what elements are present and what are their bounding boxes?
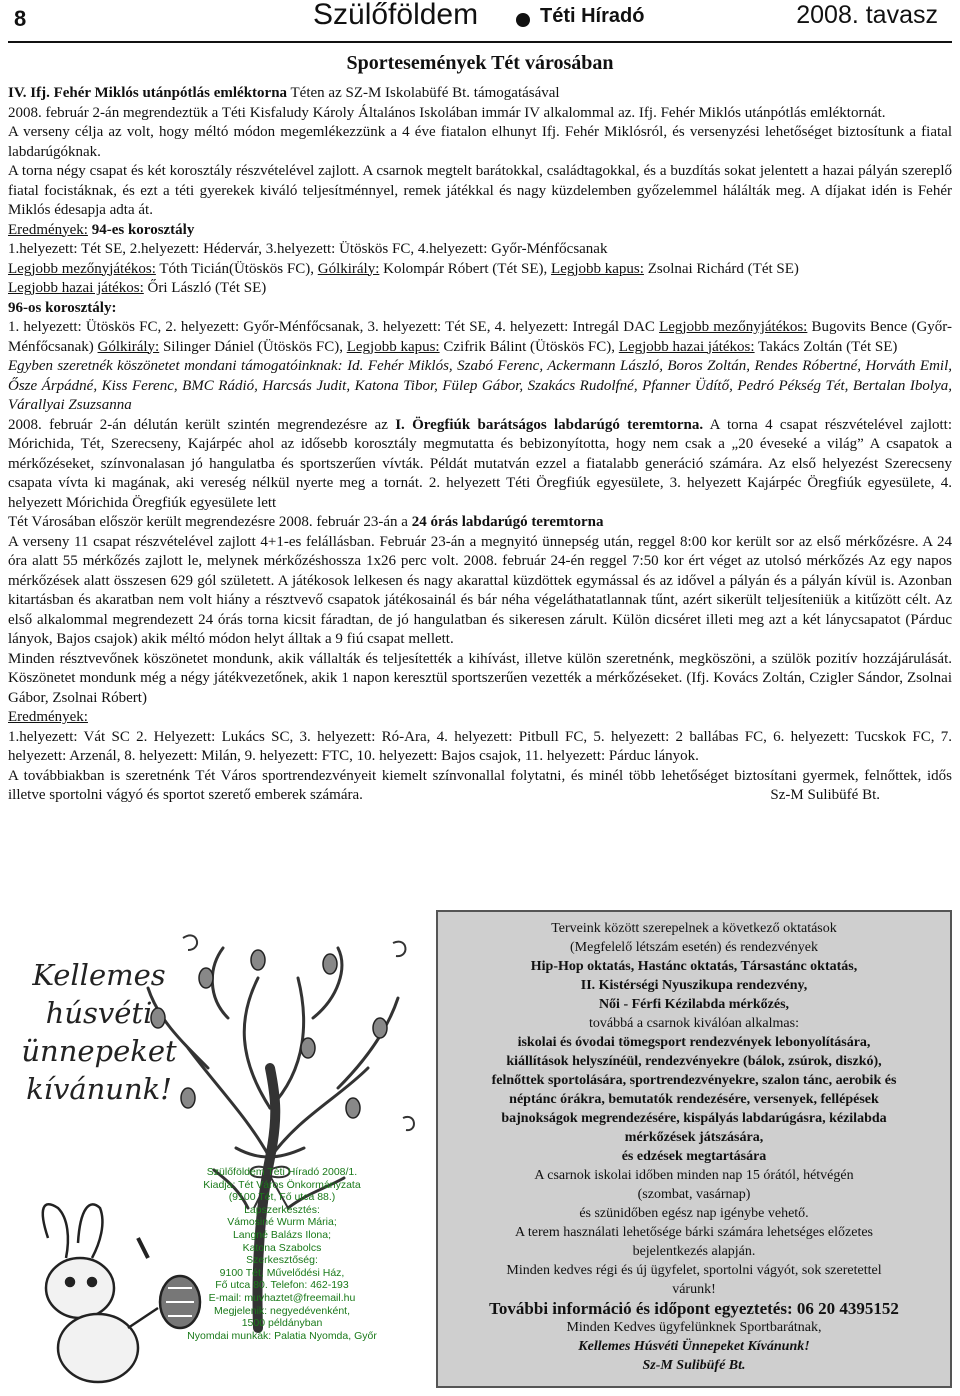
text: A torna 4 csapat részvételével zajlott: Mórichida, Tét, Szerecseny, Kajárpéc ahol az idősebb korosztály megmutatta és bebizonyította, hogy nem csak a „20 éveseké a világ” A csapatok a mérkőzéseket, színvonalasan jó hangulatba és sportszerűen vívták. Példát mutatván ezzel a fiatalabb generáció számára. Az első helyezést Szerecseny csapata vívta ki magának, aki vereség nélkül nyerte meg a tornát. 2. helyezett Téti Öregfiúk egyesülete, 3. helyezett Kajárpéc Öregfiúk egyesülete, 4. helyezett Mórichida Öregfiúk egyesülete lett	[8, 416, 952, 511]
ad-line: (szombat, vasárnap)	[637, 1187, 751, 1202]
closing-paragraph	[8, 767, 952, 806]
imprint-line: 9100 Tét, Művelődési Ház,	[219, 1266, 345, 1279]
imprint-line: Fő utca 80. Telefon: 462-193	[215, 1279, 349, 1292]
value: Silinger Dániel (Ütöskös FC),	[159, 338, 347, 355]
ad-line: Minden kedves régi és új ügyfelet, sportolni vágyót, sok szeretettel	[506, 1263, 882, 1278]
label: Legjobb hazai játékos:	[618, 338, 755, 355]
signature: Sz-M Sulibüfé Bt.	[770, 787, 880, 803]
text: A továbbiakban is szeretnénk Tét Város sportrendezvényeit kiemelt színvonallal folytatni, és minél több lehetőséget biztosítani gyermek, felnőttek, idős illetve sportolni vágyó és sportot szerető emberek számára.	[8, 767, 952, 803]
imprint-line: Lapszerkesztés:	[244, 1203, 320, 1216]
text: 2008. február 2-án délután került szintén megrendezésre az	[8, 416, 396, 433]
imprint-line: Langné Balázs Ilona;	[232, 1228, 332, 1241]
event-name: I. Öregfiúk barátságos labdarúgó teremtorna.	[395, 416, 704, 433]
paragraph: Minden résztvevőnek köszönetet mondunk, akik vállalták és teljesítették a kihívást, illetve külön szeretnénk, megköszöni, a szülök pozitív hozzájárulását. Köszönetet mondunk még a négy játékvezetőnek, akik 1 napon keresztül sportszerűen vezették a mérkőzéseket. (Ifj. Kovács Zoltán, Czigler Sándor, Zsolnai Gábor, Zsolnai Róbert)	[8, 650, 952, 706]
ad-line: Minden Kedves ügyfelünknek Sportbarátnak,	[566, 1320, 822, 1335]
imprint-line: Katona Szabolcs	[242, 1241, 322, 1254]
label: Gólkirály:	[317, 260, 380, 277]
imprint-line: Kiadja: Tét Város Önkormányzata	[203, 1178, 361, 1191]
ad-line: és szünidőben egész nap igénybe vehető.	[579, 1206, 809, 1221]
ad-line: A csarnok iskolai időben minden nap 15 órától, hétvégén	[534, 1168, 854, 1183]
ad-line: Hip-Hop oktatás, Hastánc oktatás, Társastánc oktatás,	[530, 959, 858, 974]
value: Takács Zoltán (Tét SE)	[754, 338, 898, 355]
results-label: Eredmények:	[8, 709, 88, 725]
ad-line: felnőttek sportolására, sportrendezvényekre, szalon tánc, aerobik és	[491, 1073, 897, 1088]
paragraph	[8, 416, 952, 514]
value: 1. helyezett: Ütöskös FC, 2. helyezett: Győr-Ménfőcsanak, 3. helyezett: Tét SE, 4. helyezett: Intregál DAC	[8, 319, 660, 335]
ad-line: továbbá a csarnok kiválóan alkalmas:	[589, 1016, 799, 1031]
ad-box-content	[438, 919, 950, 1375]
header-rule	[8, 41, 952, 43]
value: Zsolnai Richárd (Tét SE)	[643, 260, 799, 277]
label: Legjobb kapus:	[551, 260, 644, 277]
value: Őri László (Tét SE)	[143, 280, 267, 296]
ad-line: iskolai és óvodai tömegsport rendezvények lebonyolítására,	[517, 1035, 871, 1050]
imprint	[168, 1166, 396, 1342]
ad-line: Női - Férfi Kézilabda mérkőzés,	[598, 997, 790, 1012]
imprint-line: 1500 példányban	[241, 1317, 323, 1330]
page-header	[8, 0, 952, 42]
event-name: 24 órás labdarúgó teremtorna	[411, 514, 604, 530]
tournament-name: IV. Ifj. Fehér Miklós utánpótlás emléktorna	[8, 85, 288, 101]
label: Legjobb hazai játékos:	[8, 280, 144, 296]
value: Kolompár Róbert (Tét SE),	[379, 260, 552, 277]
label: Legjobb mezőnyjátékos:	[659, 319, 808, 335]
label: Legjobb kapus:	[346, 338, 440, 355]
ad-line: A terem használati lehetősége bárki számára lehetséges előzetes	[515, 1225, 873, 1240]
ad-line: és edzések megtartására	[621, 1149, 767, 1164]
placings-94: 1.helyezett: Tét SE, 2.helyezett: Hédervár, 3.helyezett: Ütöskös FC, 4.helyezett: Győr-Ménfőcsanak	[8, 241, 608, 257]
paragraph: A verseny célja az volt, hogy méltó módon megemlékezzünk a 4 éve fiatalon elhunyt Ifj. Fehér Miklósról, és versenyzési lehetőséget biztosítunk a fiatal labdarúgóknak.	[8, 124, 952, 160]
paragraph: A verseny 11 csapat részvételével zajlott 4+1-es felállásban. Február 23-án a megnyitó ünnepség után, reggel 8:00 kor került sor az első mérkőzésre. A 24 óra alatt 55 mérkőzés zajlott le, melynek mérkőzéshossza 1x26 perc volt. 2008. február 24-én reggel 7:50 kor ért véget az utolsó mérkőzés Az egy napos mérkőzések alatt összesen 629 gól született. A játékosok lelkesen és nagy akarattal küzdöttek egymással és az idővel a pályán és a pályán kívül is. Azonban kitartásban és akaratban nem volt hiány a résztvevő csapatok játékosainál és bár néha végeláthatatlannak tűnt, azért sikerült teljesíteniük a kitűzött célt. Az első alkalommal megrendezett 24 órás torna kicsit fáradtan, de jó hangulatban és sikeresen zárult. Külön dicséret illeti meg azt a két lánycsapatot (Párduc lányok, Bajos csajok) akik méltó módon helyt álltak a 9 fiú csapat mellett.	[8, 533, 952, 647]
label: Legjobb mezőnyjátékos:	[8, 260, 156, 277]
ad-signature: Sz-M Sulibüfé Bt.	[642, 1358, 746, 1373]
ad-line: mérkőzések játszására,	[624, 1130, 764, 1145]
age-group-96: 96-os korosztály:	[8, 299, 117, 316]
greeting-line: Kellemes	[32, 958, 166, 992]
imprint-line: Vámosiné Wurm Mária;	[227, 1216, 337, 1229]
thanks-sponsors: Egyben szeretnék köszönetet mondani támogatóinknak: Id. Fehér Miklós, Szabó Ferenc, Ackermann László, Boros Zoltán, Rendes Róbertné, Horváth Emil, Ősze Árpádné, Kiss Ferenc, BMC Rádió, Harcsás Judit, Katona Tibor, Fülep Gábor, Szakács Rudolfné, Pfanner Üdítő, Pedró Pékség Tét, Bertalan Ibolya, Várallyai Zsuzsanna	[8, 358, 952, 413]
ad-contact-phone: További információ és időpont egyeztetés: 06 20 4395152	[489, 1299, 899, 1318]
awards-94	[8, 260, 952, 280]
paragraph: 2008. február 2-án megrendeztük a Téti Kisfaludy Károly Általános Iskolában immár IV alkalommal az. Ifj. Fehér Miklós utánpótlás emléktornát.	[8, 104, 886, 121]
label: Gólkirály:	[97, 338, 160, 355]
magazine-title: Szülőföldem	[313, 0, 479, 31]
issue-date: 2008. tavasz	[796, 1, 938, 29]
article-body	[8, 84, 952, 806]
sports-hall-ad-box	[436, 910, 952, 1388]
paragraph	[8, 84, 952, 104]
imprint-line: Megjelenik: negyedévenként,	[213, 1304, 350, 1317]
ad-line: kiállítások helyszínéül, rendezvényekre (bálok, zsúrok, diszkó),	[506, 1054, 882, 1069]
magazine-subtitle: Téti Híradó	[540, 5, 645, 27]
greeting-line: kívánunk!	[26, 1072, 172, 1106]
ad-line: bejelentkezés alapján.	[632, 1244, 756, 1259]
best-home-94	[8, 279, 952, 299]
page-number: 8	[14, 6, 27, 31]
imprint-line: Nyomdai munkák: Palatia Nyomda, Győr	[187, 1329, 377, 1342]
article-title: Sportesemények Tét városában	[346, 52, 614, 74]
results-24h: 1.helyezett: Vát SC 2. Helyezett: Lukács SC, 3. helyezett: Ró-Ara, 4. helyezett: Pitbull FC, 5. helyezett: 2 ballábas FC, 6. helyezett: Tucskok FC, 7. helyezett: Arzenál, 8. helyezett: Milán, 9. helyezett: FTC, 10. helyezett: Bajos csajok, 11. helyezett: Párduc lányok.	[8, 728, 952, 764]
greeting-line: ünnepeket	[21, 1034, 177, 1068]
ad-line: (Megfelelő létszám esetén) és rendezvények	[570, 940, 818, 955]
ad-line: Terveink között szerepelnek a következő oktatások	[551, 921, 837, 936]
age-group-94: 94-es korosztály	[87, 221, 195, 238]
results-label: Eredmények:	[8, 221, 88, 238]
imprint-line: Szülőföldem Téti Híradó 2008/1.	[206, 1166, 358, 1178]
placings-96	[8, 318, 952, 357]
value: Czifrik Bálint (Ütöskös FC),	[439, 338, 619, 355]
easter-greeting	[14, 956, 184, 1108]
text: Tét Városában először került megrendezésre 2008. február 23-án a	[8, 514, 412, 530]
ad-line: várunk!	[672, 1282, 716, 1297]
bullet-dot	[516, 13, 530, 27]
imprint-line: (9100 Tét, Fő utca 88.)	[228, 1191, 336, 1204]
text: Téten az SZ-M Iskolabüfé Bt. támogatásával	[287, 85, 560, 101]
ad-line: bajnokságok megrendezésére, kispályás labdarúgásra, kézilabda	[501, 1111, 887, 1126]
imprint-line: Szerkesztőség:	[246, 1254, 318, 1267]
imprint-email[interactable]: E-mail: muvhaztet@freemail.hu	[208, 1291, 356, 1304]
paragraph	[8, 513, 952, 533]
ad-line: II. Kistérségi Nyuszikupa rendezvény,	[580, 978, 808, 993]
value: Bugovits Bence (Győr-Ménfőcsanak)	[8, 319, 952, 355]
ad-line: Kellemes Húsvéti Ünnepeket Kívánunk!	[578, 1339, 810, 1354]
value: Tóth Ticián(Ütöskös FC),	[155, 260, 318, 277]
greeting-line: húsvéti	[45, 996, 153, 1030]
paragraph: A torna négy csapat és két korosztály részvételével zajlott. A csarnok megtelt barátokkal, családtagokkal, és a buzdítás sokat jelentett a hazai pályán szereplő fiatal focistáknak, és ezt a téti gyerekek kiváló teljesítménnyel, remek játékkal és nagy küzdelemben győzelemmel hálálták meg. A díjakat idén is Fehér Miklós édesapja adta át.	[8, 163, 952, 218]
ad-line: néptánc órákra, bemutatók rendezésére, versenyek, fellépések	[509, 1092, 879, 1107]
results-heading	[8, 221, 952, 241]
